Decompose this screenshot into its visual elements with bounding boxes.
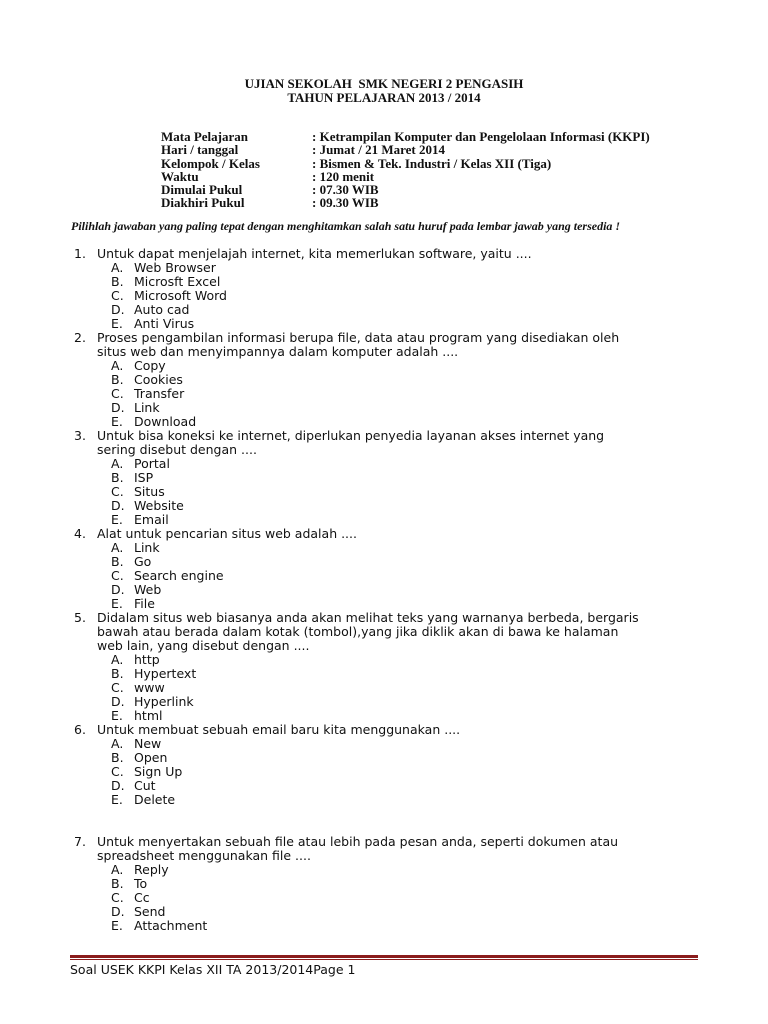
- option-text: Cookies: [134, 372, 183, 387]
- answer-option: [0, 891, 768, 905]
- option-letter: B.: [111, 666, 124, 681]
- question-text-line: spreadsheet menggunakan file ....: [97, 848, 311, 863]
- option-text: Web: [134, 582, 162, 597]
- answer-option: [0, 485, 768, 499]
- option-letter: C.: [111, 568, 124, 583]
- question-text: [97, 611, 677, 653]
- footer-divider-thin: [70, 959, 698, 960]
- answer-option: [0, 387, 768, 401]
- option-text: Hyperlink: [134, 694, 194, 709]
- question-text: [97, 429, 677, 457]
- question-item: [0, 331, 768, 429]
- answer-option: [0, 555, 768, 569]
- option-letter: C.: [111, 484, 124, 499]
- option-text: Download: [134, 414, 197, 429]
- option-text: Cc: [134, 890, 150, 905]
- info-row: [161, 170, 650, 183]
- question-number: 4.: [74, 526, 86, 541]
- option-letter: A.: [111, 540, 124, 555]
- answer-option: [0, 667, 768, 681]
- option-text: Link: [134, 540, 160, 555]
- option-letter: E.: [111, 792, 123, 807]
- info-value: : Jumat / 21 Maret 2014: [312, 142, 445, 158]
- option-letter: E.: [111, 918, 123, 933]
- exam-title: UJIAN SEKOLAH SMK NEGERI 2 PENGASIH: [244, 76, 524, 91]
- question-text: [97, 723, 677, 737]
- option-text: Sign Up: [134, 764, 183, 779]
- question-number: 5.: [74, 610, 86, 625]
- option-text: Transfer: [134, 386, 185, 401]
- option-text: Situs: [134, 484, 165, 499]
- info-value: : 09.30 WIB: [312, 195, 379, 211]
- option-letter: C.: [111, 288, 124, 303]
- academic-year: TAHUN PELAJARAN 2013 / 2014: [287, 90, 481, 105]
- answer-option: [0, 751, 768, 765]
- option-text: Cut: [134, 778, 156, 793]
- answer-option: [0, 737, 768, 751]
- answer-option: [0, 681, 768, 695]
- question-text-line: Untuk membuat sebuah email baru kita menggunakan ....: [97, 722, 461, 737]
- info-label: Diakhiri Pukul: [161, 195, 245, 211]
- question-text: [97, 247, 677, 261]
- option-text: Email: [134, 512, 169, 527]
- question-text-line: Untuk bisa koneksi ke internet, diperlukan penyedia layanan akses internet yang: [97, 428, 605, 443]
- answer-option: [0, 863, 768, 877]
- option-letter: B.: [111, 470, 124, 485]
- instruction-text: Pilihlah jawaban yang paling tepat dengan menghitamkan salah satu huruf pada lembar jawab yang tersedia !: [71, 219, 621, 233]
- answer-option: [0, 695, 768, 709]
- answer-option: [0, 499, 768, 513]
- question-number: 1.: [74, 246, 86, 261]
- question-text-line: sering disebut dengan ....: [97, 442, 257, 457]
- option-text: Delete: [134, 792, 176, 807]
- option-letter: A.: [111, 456, 124, 471]
- option-text: Attachment: [134, 918, 208, 933]
- option-text: Portal: [134, 456, 170, 471]
- option-letter: A.: [111, 358, 124, 373]
- answer-option: [0, 597, 768, 611]
- page-footer: Soal USEK KKPI Kelas XII TA 2013/2014Page 1: [70, 962, 356, 977]
- info-row: [161, 196, 650, 209]
- answer-option: [0, 471, 768, 485]
- question-number: 6.: [74, 722, 86, 737]
- option-text: Go: [134, 554, 152, 569]
- option-text: Open: [134, 750, 168, 765]
- option-letter: C.: [111, 680, 124, 695]
- option-letter: D.: [111, 904, 125, 919]
- answer-option: [0, 303, 768, 317]
- answer-option: [0, 373, 768, 387]
- option-letter: A.: [111, 652, 124, 667]
- option-letter: D.: [111, 778, 125, 793]
- answer-option: [0, 779, 768, 793]
- info-label: Mata Pelajaran: [161, 129, 249, 144]
- answer-option: [0, 359, 768, 373]
- question-spacer: [0, 807, 768, 835]
- option-text: Auto cad: [134, 302, 190, 317]
- question-text-line: web lain, yang disebut dengan ....: [97, 638, 310, 653]
- question-text-line: Didalam situs web biasanya anda akan melihat teks yang warnanya berbeda, bergaris: [97, 610, 639, 625]
- answer-option: [0, 569, 768, 583]
- question-item: [0, 835, 768, 933]
- option-letter: D.: [111, 582, 125, 597]
- option-letter: E.: [111, 596, 123, 611]
- option-text: Microsoft Word: [134, 288, 227, 303]
- question-text: [97, 331, 677, 359]
- option-text: Search engine: [134, 568, 224, 583]
- option-text: Anti Virus: [134, 316, 195, 331]
- option-letter: D.: [111, 694, 125, 709]
- option-letter: C.: [111, 386, 124, 401]
- answer-option: [0, 709, 768, 723]
- question-item: [0, 611, 768, 723]
- option-letter: E.: [111, 414, 123, 429]
- option-letter: A.: [111, 736, 124, 751]
- answer-option: [0, 289, 768, 303]
- option-text: Send: [134, 904, 166, 919]
- info-label: Waktu: [161, 168, 199, 184]
- info-value: : Bismen & Tek. Industri / Kelas XII (Tiga): [312, 155, 552, 171]
- question-text-line: bawah atau berada dalam kotak (tombol),yang jika diklik akan di bawa ke halaman: [97, 624, 619, 639]
- option-letter: C.: [111, 890, 124, 905]
- answer-option: [0, 583, 768, 597]
- answer-option: [0, 457, 768, 471]
- option-letter: C.: [111, 764, 124, 779]
- option-letter: D.: [111, 498, 125, 513]
- answer-option: [0, 905, 768, 919]
- option-letter: B.: [111, 372, 124, 387]
- option-letter: B.: [111, 876, 124, 891]
- info-row: [161, 183, 650, 196]
- option-text: www: [134, 680, 165, 695]
- option-letter: E.: [111, 316, 123, 331]
- question-list: [0, 247, 768, 933]
- answer-option: [0, 513, 768, 527]
- question-text: [97, 835, 677, 863]
- option-text: File: [134, 596, 155, 611]
- question-number: 7.: [74, 834, 86, 849]
- question-number: 2.: [74, 330, 86, 345]
- info-row: [161, 130, 650, 143]
- info-row: [161, 143, 650, 156]
- info-value: : Ketrampilan Komputer dan Pengelolaan Informasi (KKPI): [312, 129, 650, 144]
- answer-option: [0, 275, 768, 289]
- question-item: [0, 527, 768, 611]
- option-text: Microsft Excel: [134, 274, 221, 289]
- answer-option: [0, 261, 768, 275]
- option-text: Hypertext: [134, 666, 197, 681]
- answer-option: [0, 919, 768, 933]
- question-text-line: situs web dan menyimpannya dalam komputer adalah ....: [97, 344, 459, 359]
- option-text: Copy: [134, 358, 166, 373]
- option-letter: A.: [111, 862, 124, 877]
- info-label: Kelompok / Kelas: [161, 155, 260, 171]
- option-text: Website: [134, 498, 184, 513]
- question-text-line: Untuk menyertakan sebuah file atau lebih pada pesan anda, seperti dokumen atau: [97, 834, 619, 849]
- answer-option: [0, 765, 768, 779]
- footer-divider: [70, 955, 698, 958]
- question-number: 3.: [74, 428, 86, 443]
- answer-option: [0, 415, 768, 429]
- option-text: Reply: [134, 862, 169, 877]
- info-label: Dimulai Pukul: [161, 182, 243, 198]
- answer-option: [0, 541, 768, 555]
- question-text-line: Untuk dapat menjelajah internet, kita memerlukan software, yaitu ....: [97, 246, 532, 261]
- exam-header: [0, 77, 768, 105]
- option-letter: B.: [111, 274, 124, 289]
- answer-option: [0, 401, 768, 415]
- question-item: [0, 247, 768, 331]
- option-text: Link: [134, 400, 160, 415]
- info-value: : 07.30 WIB: [312, 182, 379, 198]
- answer-option: [0, 317, 768, 331]
- option-text: html: [134, 708, 163, 723]
- question-text-line: Proses pengambilan informasi berupa file, data atau program yang disediakan oleh: [97, 330, 620, 345]
- option-letter: E.: [111, 708, 123, 723]
- exam-info-table: [161, 130, 650, 210]
- question-text: [97, 527, 677, 541]
- info-row: [161, 157, 650, 170]
- option-letter: E.: [111, 512, 123, 527]
- info-value: : 120 menit: [312, 168, 375, 184]
- answer-option: [0, 877, 768, 891]
- option-letter: D.: [111, 400, 125, 415]
- option-text: To: [134, 876, 148, 891]
- option-text: New: [134, 736, 162, 751]
- option-text: Web Browser: [134, 260, 216, 275]
- option-text: http: [134, 652, 160, 667]
- option-letter: B.: [111, 750, 124, 765]
- question-text-line: Alat untuk pencarian situs web adalah ....: [97, 526, 357, 541]
- info-label: Hari / tanggal: [161, 142, 239, 158]
- question-item: [0, 429, 768, 527]
- question-item: [0, 723, 768, 807]
- answer-option: [0, 653, 768, 667]
- option-letter: A.: [111, 260, 124, 275]
- answer-option: [0, 793, 768, 807]
- option-text: ISP: [134, 470, 154, 485]
- option-letter: B.: [111, 554, 124, 569]
- option-letter: D.: [111, 302, 125, 317]
